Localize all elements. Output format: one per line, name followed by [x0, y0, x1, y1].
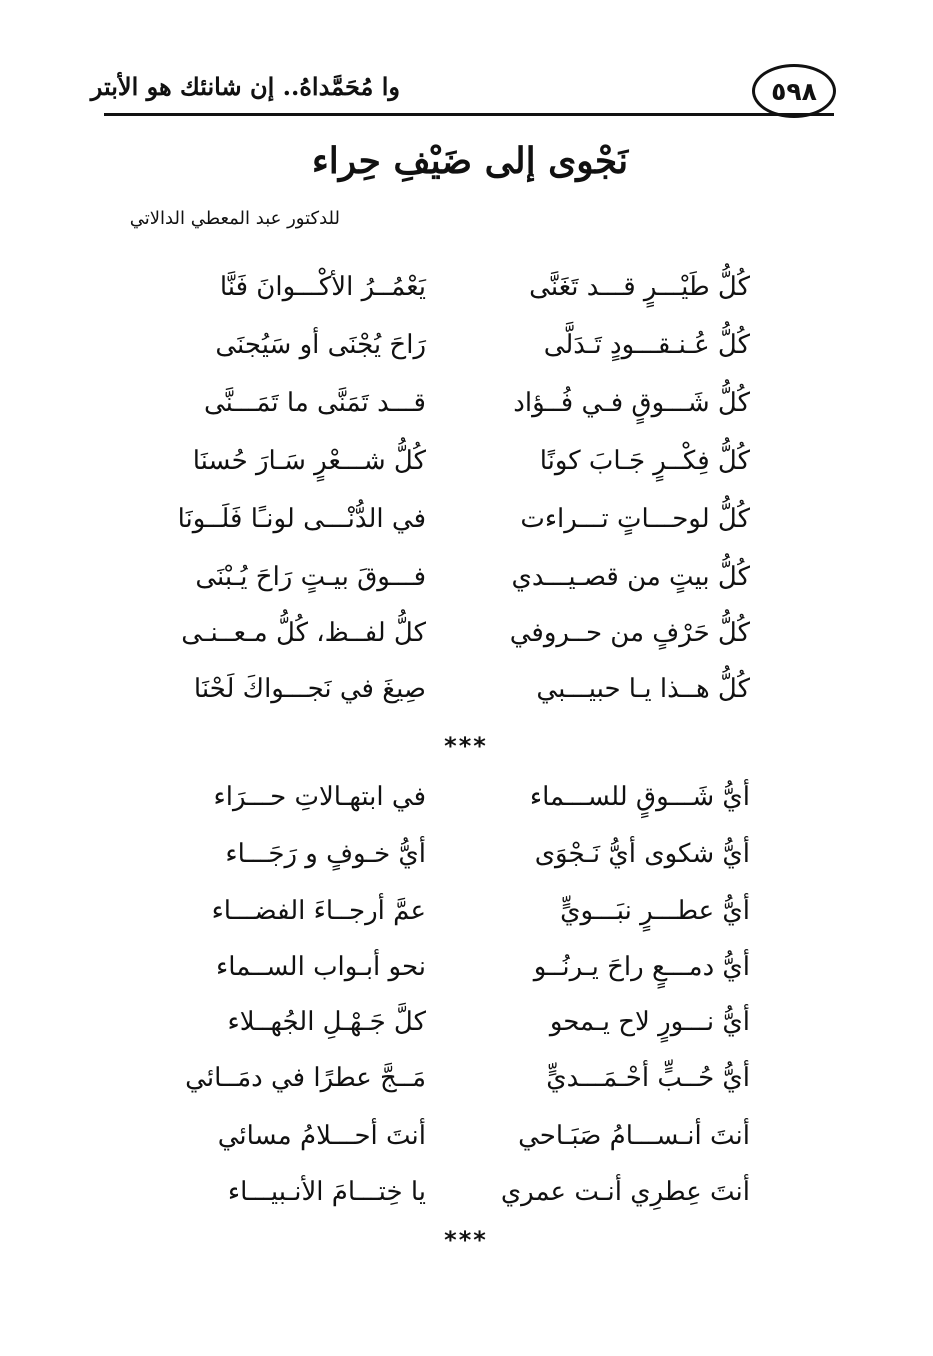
verse-second-hemistich: في ابتهـالاتِ حـــرَاء — [213, 782, 426, 812]
verse-first-hemistich: أيُّ حُــبٍّ أحْـمَـــديٍّ — [546, 1063, 750, 1093]
verse-line — [0, 825, 933, 883]
verse-first-hemistich: كُلُّ عُـنـقـــودٍ تَـدَلَّى — [543, 330, 750, 360]
verse-first-hemistich: أنتَ عِطرِي أنـت عمري — [500, 1177, 750, 1207]
verse-second-hemistich: عمَّ أرجــاءَ الفضـــاء — [211, 896, 426, 926]
verse-line — [0, 882, 933, 940]
page-number-badge: ٥٩٨ — [752, 64, 836, 118]
running-title: وا مُحَمَّداهُ.. إن شانئك هو الأبتر — [90, 72, 400, 101]
verse-second-hemistich: كلُّ لفــظ، كُلُّ مـعــنـى — [181, 618, 426, 648]
verse-first-hemistich: كُلُّ حَرْفٍ من حــروفي — [509, 618, 750, 648]
verse-first-hemistich: أيُّ نـــورٍ لاح يـمحو — [549, 1007, 750, 1037]
verse-line — [0, 604, 933, 662]
verse-first-hemistich: كُلُّ هــذا يـا حبيـــبي — [536, 674, 750, 704]
verse-line — [0, 1163, 933, 1221]
verse-second-hemistich: صِيغَ في نَجـــواكَ لَحْنَا — [193, 674, 426, 704]
verse-first-hemistich: كُلُّ بيتٍ من قصـيـــدي — [511, 562, 750, 592]
verse-second-hemistich: فـــوقَ بيـتٍ رَاحَ يُـبْنَى — [195, 562, 426, 592]
verse-first-hemistich: أيُّ عطـــرٍ نبَـــويٍّ — [560, 896, 750, 926]
verse-first-hemistich: كُلُّ لوحـــاتٍ تـــراءت — [520, 504, 750, 534]
verse-line — [0, 374, 933, 432]
verse-first-hemistich: كُلُّ فِكْــرٍ جَـابَ كونًا — [539, 446, 750, 476]
verse-second-hemistich: في الدُّنْـــى لونـًا فَلَــونَا — [177, 504, 426, 534]
header-divider — [104, 113, 834, 116]
verse-line — [0, 1107, 933, 1165]
verse-line — [0, 938, 933, 996]
verse-first-hemistich: أيُّ دمـــعٍ راحَ يـرنُــو — [533, 952, 750, 982]
verse-first-hemistich: كُلُّ شَـــوقٍ فـي فُــؤاد — [513, 388, 750, 418]
verse-second-hemistich: يا خِتـــامَ الأنـبيـــاء — [227, 1177, 426, 1207]
verse-second-hemistich: قـــد تَمَنَّى ما تَمَـــنَّى — [204, 388, 426, 418]
verse-line — [0, 768, 933, 826]
verse-second-hemistich: نحو أبـواب الســماء — [216, 952, 426, 982]
verse-line — [0, 1049, 933, 1107]
verse-first-hemistich: أيُّ شَـــوقٍ للســـماء — [529, 782, 750, 812]
verse-line — [0, 316, 933, 374]
section-separator: *** — [444, 1226, 488, 1254]
verse-second-hemistich: أيُّ خـوفٍ و رَجَـــاء — [225, 839, 426, 869]
verse-first-hemistich: أنتَ أنـســـامُ صَبَـاحي — [518, 1121, 750, 1151]
verse-line — [0, 548, 933, 606]
verse-second-hemistich: رَاحَ يُجْنَى أو سَيُجنَى — [215, 330, 426, 360]
verse-line — [0, 258, 933, 316]
verse-first-hemistich: كُلُّ طَيْـــرٍ قـــد تَغَنَّى — [529, 272, 750, 302]
verse-second-hemistich: يَعْمُــرُ الأكْـــوانَ فَنَّا — [219, 272, 426, 302]
verse-second-hemistich: مَــجَّ عطرًا في دمَــائي — [185, 1063, 426, 1093]
section-separator: *** — [444, 732, 488, 760]
verse-second-hemistich: أنتَ أحـــلامُ مسائي — [217, 1121, 426, 1151]
verse-line — [0, 660, 933, 718]
verse-line — [0, 432, 933, 490]
poem-author: للدكتور عبد المعطي الدالاتي — [129, 208, 340, 229]
verse-first-hemistich: أيُّ شكوى أيُّ نَـجْوَى — [534, 839, 750, 869]
verse-second-hemistich: كُلُّ شـــعْرٍ سَـارَ حُسنَا — [192, 446, 426, 476]
verse-line — [0, 490, 933, 548]
verse-line — [0, 993, 933, 1051]
poem-title: نَجْوى إلى ضَيْفِ حِراء — [311, 140, 629, 182]
verse-second-hemistich: كلَّ جَـهْـلِ الجُهــلاء — [227, 1007, 426, 1037]
